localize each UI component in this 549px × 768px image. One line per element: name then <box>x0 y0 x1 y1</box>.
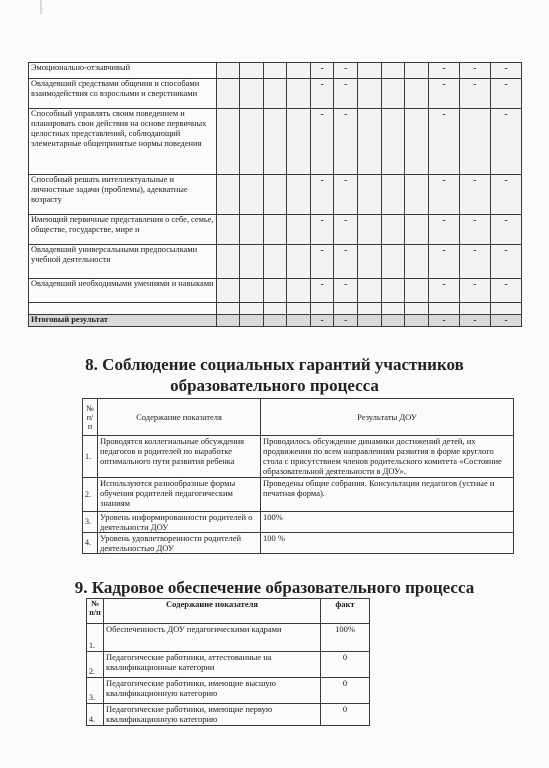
mark-cell <box>263 79 287 109</box>
row-number: 2. <box>87 652 104 678</box>
mark-cell <box>216 215 240 245</box>
mark-cell <box>263 279 287 303</box>
header-indicator: Содержание показателя <box>104 599 321 624</box>
table-row <box>29 215 522 245</box>
mark-cell: - <box>459 315 490 327</box>
mark-cell <box>310 303 334 315</box>
mark-cell <box>216 109 240 175</box>
mark-cell: - <box>459 279 490 303</box>
row-label: Способный управлять своим поведением и планировать свои действия на основе первичных целостных представлений, соблюдающий элементарные общепринятые нормы поведения <box>29 109 217 175</box>
table-row <box>29 303 522 315</box>
mark-cell: - <box>310 215 334 245</box>
mark-cell <box>263 63 287 79</box>
table-row <box>29 79 522 109</box>
mark-cell <box>405 175 429 215</box>
indicator-cell: Обеспеченность ДОУ педагогическими кадрами <box>104 624 321 652</box>
mark-cell: - <box>459 63 490 79</box>
mark-cell: - <box>334 215 358 245</box>
table-row <box>87 652 370 678</box>
mark-cell <box>263 175 287 215</box>
mark-cell <box>381 215 405 245</box>
mark-cell <box>216 303 240 315</box>
mark-cell: - <box>310 245 334 279</box>
mark-cell <box>381 279 405 303</box>
mark-cell <box>358 79 382 109</box>
mark-cell <box>405 315 429 327</box>
mark-cell <box>263 315 287 327</box>
results-table <box>28 62 522 327</box>
table-row <box>87 624 370 652</box>
header-fact: факт <box>321 599 370 624</box>
mark-cell <box>240 315 264 327</box>
mark-cell <box>240 63 264 79</box>
mark-cell: - <box>310 109 334 175</box>
mark-cell <box>381 63 405 79</box>
row-label: Имеющий первичные представления о себе, семье, обществе, государстве, мире и <box>29 215 217 245</box>
mark-cell: - <box>490 175 521 215</box>
mark-cell <box>381 303 405 315</box>
indicator-cell: Уровень информированности родителей о деятельности ДОУ <box>98 512 261 533</box>
mark-cell: - <box>459 79 490 109</box>
mark-cell <box>428 303 459 315</box>
mark-cell <box>381 315 405 327</box>
mark-cell <box>459 303 490 315</box>
mark-cell <box>287 279 311 303</box>
row-label: Способный решать интеллектуальные и личностные задачи (проблемы), адекватные возрасту <box>29 175 217 215</box>
mark-cell <box>287 63 311 79</box>
total-row <box>29 315 522 327</box>
staffing-table <box>86 598 370 726</box>
section8-heading-line1: 8. Соблюдение социальных гарантий участников <box>85 355 464 374</box>
mark-cell <box>287 109 311 175</box>
mark-cell: - <box>428 279 459 303</box>
mark-cell <box>216 315 240 327</box>
mark-cell: - <box>490 315 521 327</box>
mark-cell: - <box>459 215 490 245</box>
mark-cell <box>240 175 264 215</box>
mark-cell: - <box>310 315 334 327</box>
mark-cell <box>405 215 429 245</box>
mark-cell <box>358 303 382 315</box>
mark-cell <box>405 109 429 175</box>
mark-cell <box>216 279 240 303</box>
mark-cell: - <box>428 215 459 245</box>
mark-cell <box>490 303 521 315</box>
mark-cell: - <box>310 79 334 109</box>
mark-cell <box>240 109 264 175</box>
mark-cell: - <box>490 63 521 79</box>
mark-cell <box>405 63 429 79</box>
mark-cell: - <box>428 315 459 327</box>
mark-cell <box>358 109 382 175</box>
section9-heading: 9. Кадровое обеспечение образовательного процесса <box>74 578 475 597</box>
table-row <box>29 175 522 215</box>
row-label: Овладевший необходимыми умениями и навыками <box>29 279 217 303</box>
mark-cell: - <box>428 79 459 109</box>
mark-cell <box>240 303 264 315</box>
section8-heading-line2: образовательного процесса <box>170 376 379 395</box>
table-row <box>83 533 514 554</box>
row-number: 3. <box>87 678 104 704</box>
mark-cell <box>358 63 382 79</box>
fact-cell: 0 <box>321 652 370 678</box>
mark-cell <box>263 245 287 279</box>
mark-cell <box>263 215 287 245</box>
total-label: Итоговый результат <box>29 315 217 327</box>
mark-cell: - <box>459 245 490 279</box>
mark-cell <box>381 245 405 279</box>
mark-cell <box>459 109 490 175</box>
mark-cell: - <box>428 245 459 279</box>
mark-cell <box>216 79 240 109</box>
mark-cell <box>216 245 240 279</box>
table-row <box>29 63 522 79</box>
social-guarantees-table <box>82 398 514 554</box>
row-number: 2. <box>83 478 98 512</box>
row-label: Овладевший средствами общения и способами взаимодействия со взрослыми и сверстниками <box>29 79 217 109</box>
header-num: № п/п <box>87 599 104 624</box>
header-num: № п/ п <box>83 399 98 436</box>
table-row <box>87 678 370 704</box>
mark-cell <box>358 245 382 279</box>
mark-cell <box>358 279 382 303</box>
mark-cell <box>263 303 287 315</box>
mark-cell: - <box>334 175 358 215</box>
mark-cell: - <box>334 245 358 279</box>
mark-cell: - <box>490 109 521 175</box>
row-number: 4. <box>83 533 98 554</box>
row-number: 1. <box>87 624 104 652</box>
indicator-cell: Используются разнообразные формы обучения родителей педагогическим знаниям <box>98 478 261 512</box>
mark-cell: - <box>334 315 358 327</box>
row-number: 4. <box>87 704 104 726</box>
header-indicator: Содержание показателя <box>98 399 261 436</box>
mark-cell <box>358 315 382 327</box>
result-cell: Проводилось обсуждение динамики достижений детей, их продвижения по всем направлениям развития в форме круглого стола с присутствием членов родительского комитета «Состояние образовательной деятельности в ДОУ». <box>261 436 514 478</box>
mark-cell <box>381 79 405 109</box>
mark-cell: - <box>310 279 334 303</box>
mark-cell <box>381 175 405 215</box>
table-row <box>29 279 522 303</box>
mark-cell: - <box>428 109 459 175</box>
mark-cell <box>240 79 264 109</box>
row-label <box>29 303 217 315</box>
mark-cell: - <box>490 215 521 245</box>
indicator-cell: Уровень удовлетворенности родителей деятельностью ДОУ <box>98 533 261 554</box>
header-result: Результаты ДОУ <box>261 399 514 436</box>
mark-cell <box>287 303 311 315</box>
mark-cell <box>287 79 311 109</box>
indicator-cell: Проводятся коллегиальные обсуждения педагогов и родителей по выработке оптимального пути развития ребенка <box>98 436 261 478</box>
mark-cell: - <box>334 63 358 79</box>
fact-cell: 0 <box>321 678 370 704</box>
indicator-cell: Педагогические работники, аттестованные на квалификационные категории <box>104 652 321 678</box>
mark-cell <box>287 245 311 279</box>
fact-cell: 0 <box>321 704 370 726</box>
row-label: Овладевший универсальными предпосылками учебной деятельности <box>29 245 217 279</box>
row-number: 3. <box>83 512 98 533</box>
mark-cell <box>216 175 240 215</box>
table-row <box>87 704 370 726</box>
mark-cell: - <box>428 175 459 215</box>
mark-cell <box>287 175 311 215</box>
mark-cell <box>358 215 382 245</box>
scan-mark <box>40 0 42 14</box>
table-row <box>83 512 514 533</box>
table-header-row <box>87 599 370 624</box>
mark-cell: - <box>334 279 358 303</box>
result-cell: Проведены общие собрания. Консультации педагогов (устные и печатная форма). <box>261 478 514 512</box>
mark-cell: - <box>490 279 521 303</box>
mark-cell <box>358 175 382 215</box>
table-row <box>83 436 514 478</box>
mark-cell: - <box>334 109 358 175</box>
mark-cell <box>216 63 240 79</box>
mark-cell <box>405 245 429 279</box>
mark-cell: - <box>310 175 334 215</box>
mark-cell <box>263 109 287 175</box>
mark-cell <box>405 79 429 109</box>
mark-cell <box>405 279 429 303</box>
mark-cell <box>240 279 264 303</box>
table-row <box>29 109 522 175</box>
table-row <box>83 478 514 512</box>
mark-cell <box>240 215 264 245</box>
mark-cell: - <box>490 245 521 279</box>
result-cell: 100% <box>261 512 514 533</box>
mark-cell: - <box>490 79 521 109</box>
indicator-cell: Педагогические работники, имеющие первую квалификационную категорию <box>104 704 321 726</box>
mark-cell: - <box>310 63 334 79</box>
mark-cell: - <box>334 79 358 109</box>
mark-cell <box>381 109 405 175</box>
row-label: Эмоционально-отзывчивый <box>29 63 217 79</box>
result-cell: 100 % <box>261 533 514 554</box>
mark-cell <box>287 315 311 327</box>
mark-cell <box>334 303 358 315</box>
mark-cell: - <box>428 63 459 79</box>
mark-cell <box>405 303 429 315</box>
mark-cell <box>287 215 311 245</box>
mark-cell <box>240 245 264 279</box>
fact-cell: 100% <box>321 624 370 652</box>
mark-cell: - <box>459 175 490 215</box>
table-row <box>29 245 522 279</box>
table-header-row <box>83 399 514 436</box>
indicator-cell: Педагогические работники, имеющие высшую квалификационную категорию <box>104 678 321 704</box>
row-number: 1. <box>83 436 98 478</box>
